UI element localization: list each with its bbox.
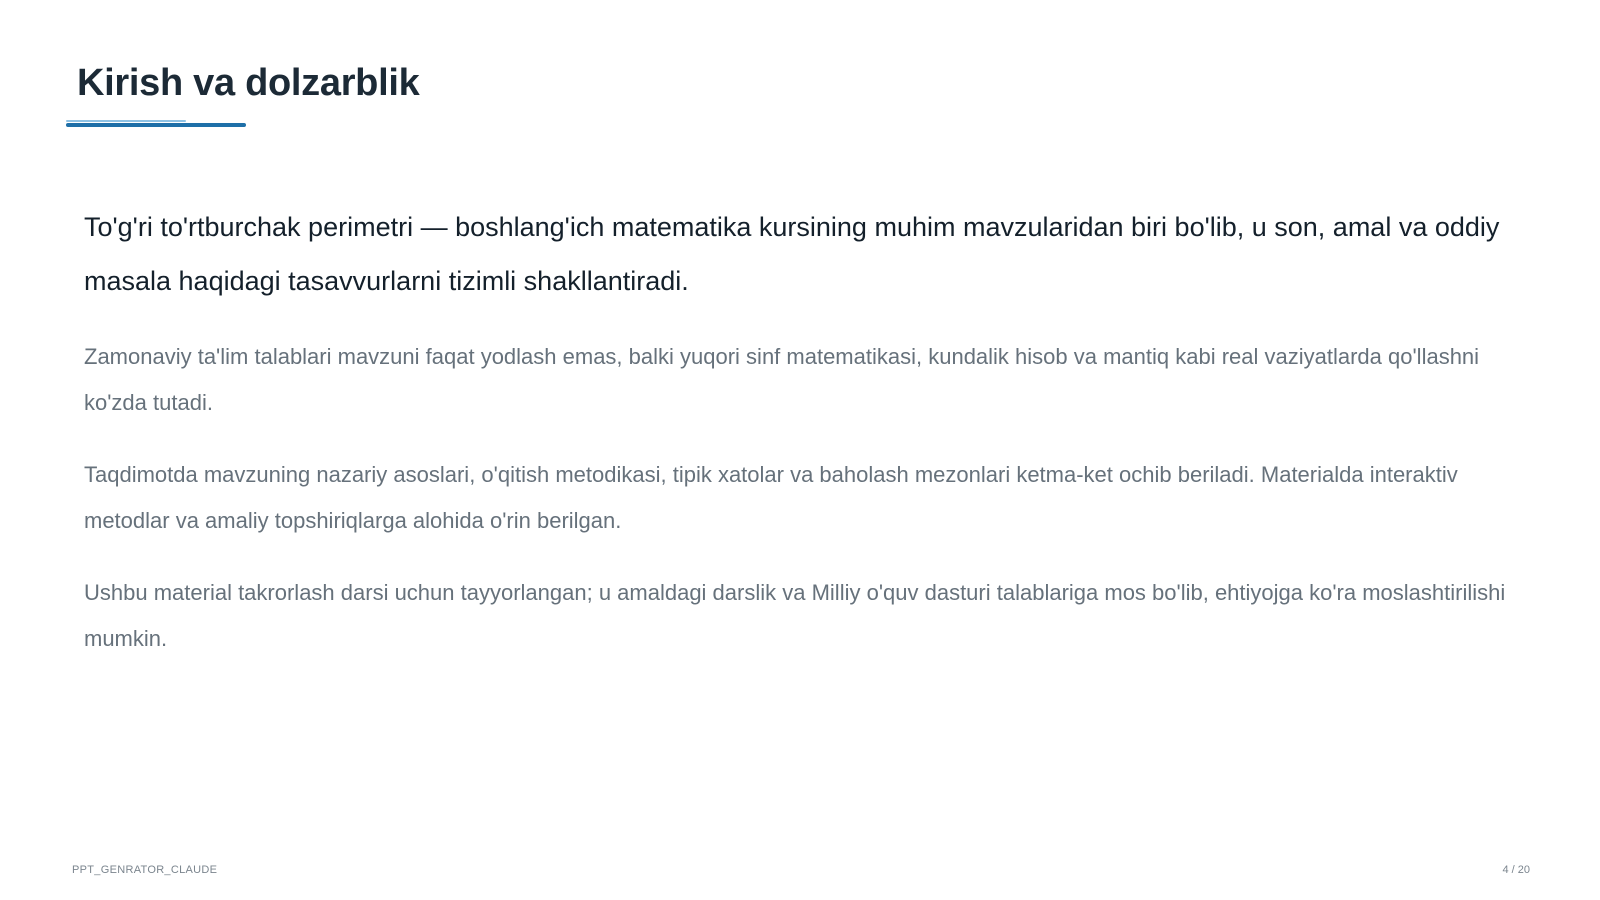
title-underline <box>66 123 246 127</box>
slide-title: Kirish va dolzarblik <box>77 62 420 104</box>
slide-content <box>84 200 1524 688</box>
body-paragraph-2: Taqdimotda mavzuning nazariy asoslari, o'qitish metodikasi, tipik xatolar va baholash mezonlari ketma-ket ochib beriladi. Materialda interaktiv metodlar va amaliy topshiriqlarga alohida o'rin berilgan. <box>84 462 1458 533</box>
body-paragraph-1: Zamonaviy ta'lim talablari mavzuni faqat yodlash emas, balki yuqori sinf matematikasi, kundalik hisob va mantiq kabi real vaziyatlarda qo'llashni ko'zda tutadi. <box>84 344 1480 415</box>
body-paragraph-3: Ushbu material takrorlash darsi uchun tayyorlangan; u amaldagi darslik va Milliy o'quv dasturi talablariga mos bo'lib, ehtiyojga ko'ra moslashtirilishi mumkin. <box>84 580 1506 651</box>
lead-paragraph: To'g'ri to'rtburchak perimetri — boshlang'ich matematika kursining muhim mavzularidan biri bo'lib, u son, amal va oddiy masala haqidagi tasavvurlarni tizimli shakllantiradi. <box>84 212 1500 296</box>
title-underline-accent <box>66 120 186 122</box>
page-number: 4 / 20 <box>1502 864 1530 876</box>
footer-source-label: PPT_GENRATOR_CLAUDE <box>72 864 218 876</box>
